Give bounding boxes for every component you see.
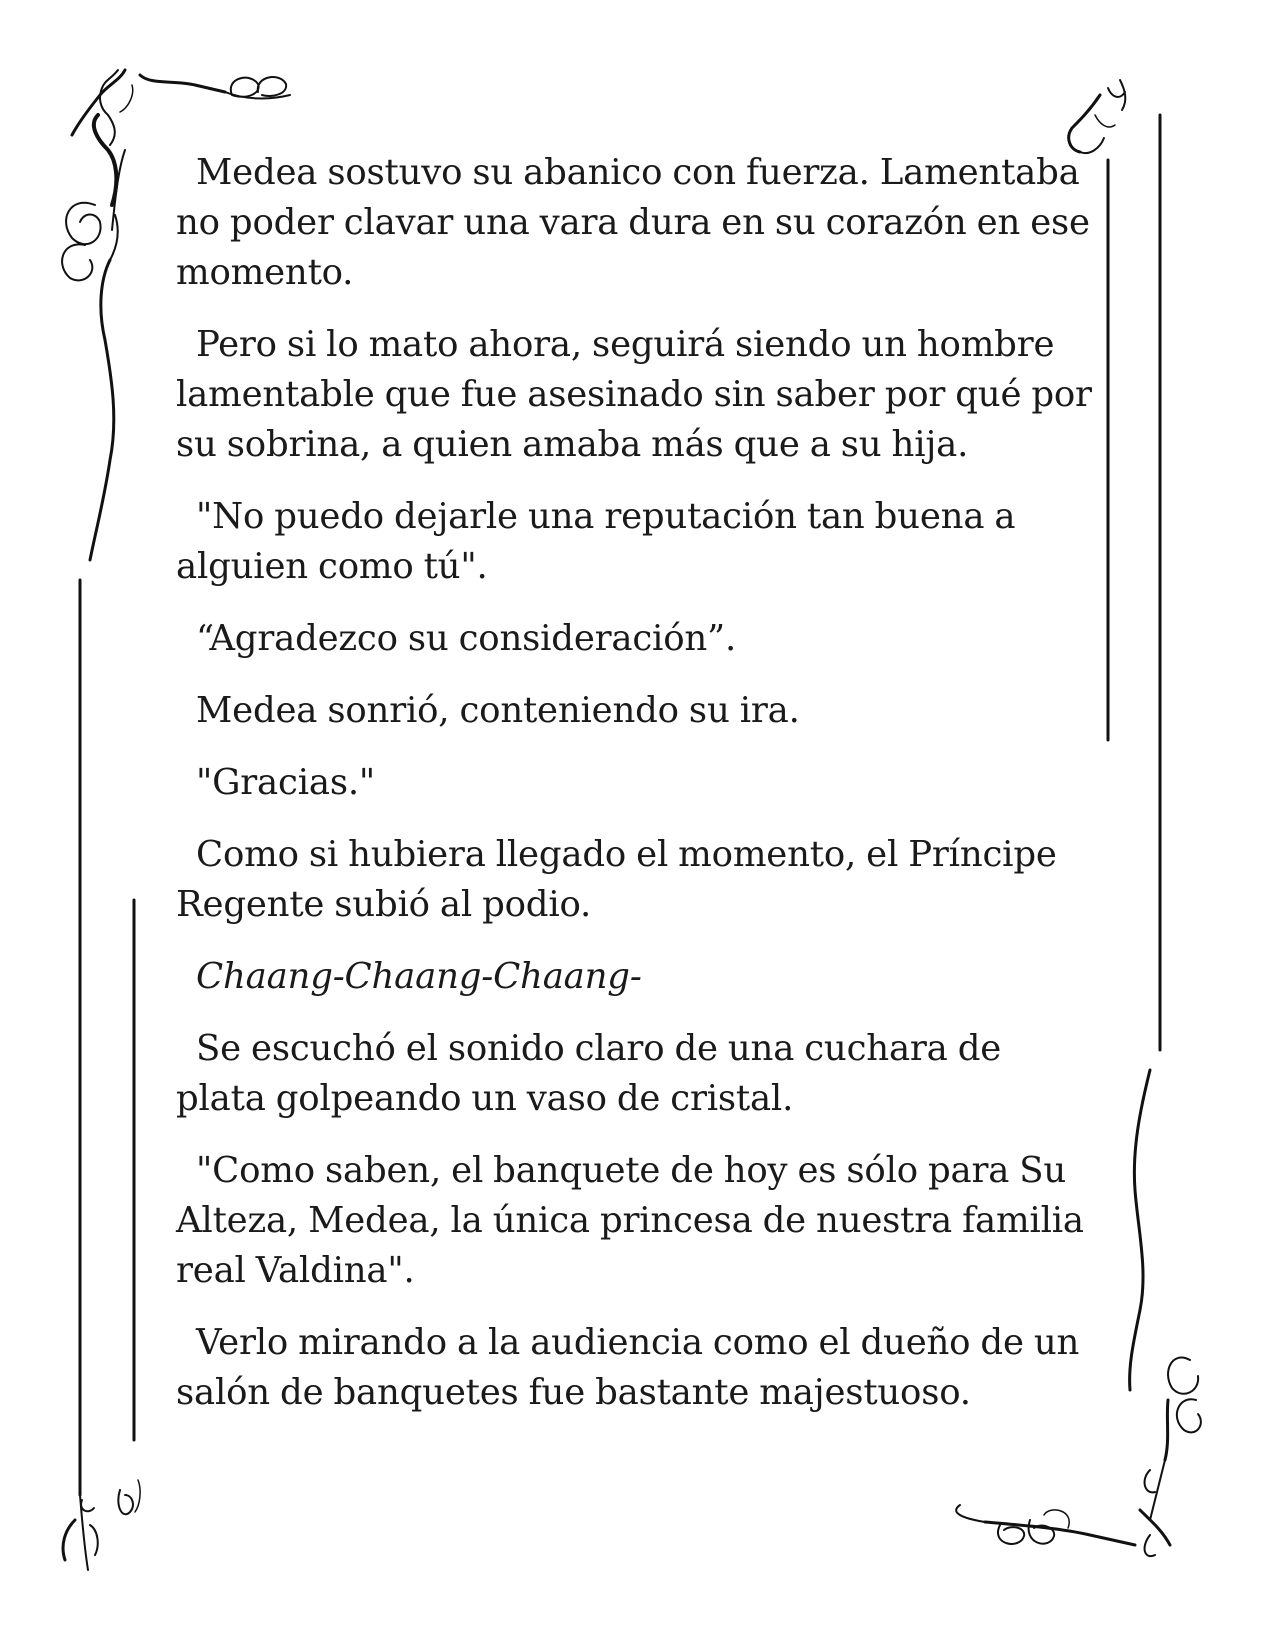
paragraph: "Gracias." [196,762,376,803]
paragraph: “Agradezco su consideración”. [196,618,737,659]
top-right-flourish [1069,80,1126,153]
paragraph: Verlo mirando a la audiencia como el dueño de un salón de banquetes fue bastante majestuoso. [176,1322,1080,1413]
paragraph: "No puedo dejarle una reputación tan buena a alguien como tú". [176,496,1016,587]
paragraph: Como si hubiera llegado el momento, el Príncipe Regente subió al podio. [176,834,1057,925]
paragraph: Se escuchó el sonido claro de una cuchara de plata golpeando un vaso de cristal. [176,1028,1002,1119]
paragraph: Medea sonrió, conteniendo su ira. [196,690,800,731]
sound-effect: Chaang-Chaang-Chaang- [196,956,642,997]
paragraph: Pero si lo mato ahora, seguirá siendo un hombre lamentable que fue asesinado sin saber por qué por su sobrina, a quien amaba más que a su hija. [176,324,1092,465]
left-border-lines [80,580,134,1495]
paragraph: "Como saben, el banquete de hoy es sólo para Su Alteza, Medea, la única princesa de nuestra familia real Valdina". [176,1150,1084,1291]
bottom-left-flourish [63,1480,140,1570]
story-text [176,148,1096,1440]
paragraph: Medea sostuvo su abanico con fuerza. Lamentaba no poder clavar una vara dura en su corazón en ese momento. [176,152,1090,293]
right-border-lines [1108,115,1160,1050]
